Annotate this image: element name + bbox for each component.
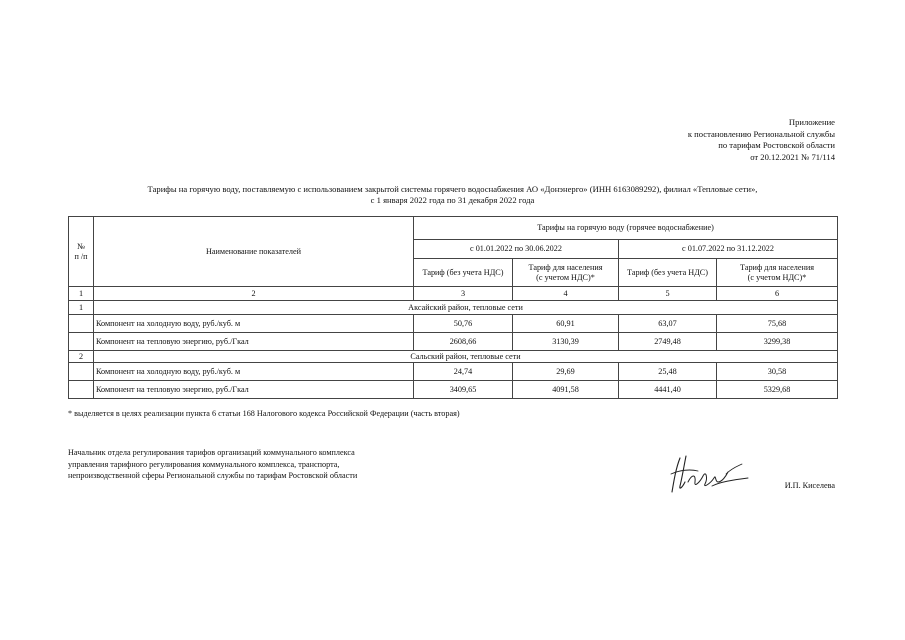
handwritten-signature (668, 452, 752, 496)
column-number: 3 (414, 287, 513, 301)
title-line-2: с 1 января 2022 года по 31 декабря 2022 года (370, 195, 535, 205)
appendix-line: от 20.12.2021 № 71/114 (750, 151, 835, 162)
header-num-abbr: п /п (74, 251, 88, 261)
value-cell: 24,74 (414, 363, 513, 381)
section-title: Аксайский район, тепловые сети (94, 301, 838, 315)
header-tariff-population-line2: (с учетом НДС)* (747, 272, 807, 282)
column-number: 2 (94, 287, 414, 301)
row-number-cell (69, 363, 94, 381)
section-row (69, 301, 838, 315)
value-cell: 3299,38 (717, 333, 838, 351)
header-num (69, 217, 94, 287)
table-row (69, 363, 838, 381)
tariff-table (68, 216, 838, 399)
value-cell: 50,76 (414, 315, 513, 333)
value-cell: 2608,66 (414, 333, 513, 351)
header-num-symbol: № (77, 241, 85, 251)
value-cell: 25,48 (619, 363, 717, 381)
appendix-reference (575, 117, 835, 163)
indicator-name: Компонент на тепловую энергию, руб./Гкал (94, 381, 414, 399)
indicator-name: Компонент на холодную воду, руб./куб. м (94, 315, 414, 333)
header-period-1: с 01.01.2022 по 30.06.2022 (414, 240, 619, 259)
column-number: 5 (619, 287, 717, 301)
table-row (69, 333, 838, 351)
section-title: Сальский район, тепловые сети (94, 351, 838, 363)
indicator-name: Компонент на тепловую энергию, руб./Гкал (94, 333, 414, 351)
value-cell: 30,58 (717, 363, 838, 381)
signer-position-line: Начальник отдела регулирования тарифов организаций коммунального комплекса (68, 448, 355, 457)
appendix-line: к постановлению Региональной службы (687, 128, 835, 139)
row-number-cell (69, 381, 94, 399)
header-tariff-population (513, 259, 619, 287)
header-period-2: с 01.07.2022 по 31.12.2022 (619, 240, 838, 259)
signer-position (68, 447, 357, 482)
value-cell: 3409,65 (414, 381, 513, 399)
value-cell: 63,07 (619, 315, 717, 333)
footnote: * выделяется в целях реализации пункта 6 статьи 168 Налогового кодекса Российской Федерации (часть вторая) (68, 409, 460, 418)
appendix-line: по тарифам Ростовской области (718, 140, 835, 150)
column-number: 4 (513, 287, 619, 301)
indicator-name: Компонент на холодную воду, руб./куб. м (94, 363, 414, 381)
column-number: 1 (69, 287, 94, 301)
header-tariff-no-vat: Тариф (без учета НДС) (414, 259, 513, 287)
column-numbers-row (69, 287, 838, 301)
value-cell: 29,69 (513, 363, 619, 381)
header-tariff-population-line1: Тариф для населения (528, 262, 603, 272)
appendix-line: Приложение (788, 117, 835, 127)
header-row-1 (69, 217, 838, 240)
section-number: 2 (69, 351, 94, 363)
row-number-cell (69, 333, 94, 351)
header-indicator-name: Наименование показателей (94, 217, 414, 287)
header-tariff-no-vat: Тариф (без учета НДС) (619, 259, 717, 287)
title-line-1: Тарифы на горячую воду, поставляемую с использованием закрытой системы горячего водоснабжения АО «Донэнерго» (ИНН 6163089292), филиал «Тепловые сети», (147, 184, 758, 194)
column-number: 6 (717, 287, 838, 301)
signer-position-line: непроизводственной сферы Региональной службы по тарифам Ростовской области (68, 471, 358, 480)
header-tariff-population-line2: (с учетом НДС)* (536, 272, 595, 282)
value-cell: 2749,48 (619, 333, 717, 351)
table-row (69, 381, 838, 399)
section-row (69, 351, 838, 363)
value-cell: 60,91 (513, 315, 619, 333)
value-cell: 3130,39 (513, 333, 619, 351)
header-tariff-group: Тарифы на горячую воду (горячее водоснабжение) (414, 217, 838, 240)
header-tariff-population-line1: Тариф для населения (740, 262, 814, 272)
value-cell: 5329,68 (717, 381, 838, 399)
value-cell: 4441,40 (619, 381, 717, 399)
table-row (69, 315, 838, 333)
row-number-cell (69, 315, 94, 333)
signer-position-line: управления тарифного регулирования коммунального комплекса, транспорта, (68, 459, 340, 469)
signer-name: И.П. Киселева (784, 481, 835, 490)
header-tariff-population (717, 259, 838, 287)
section-number: 1 (69, 301, 94, 315)
value-cell: 4091,58 (513, 381, 619, 399)
document-title (66, 184, 839, 206)
value-cell: 75,68 (717, 315, 838, 333)
